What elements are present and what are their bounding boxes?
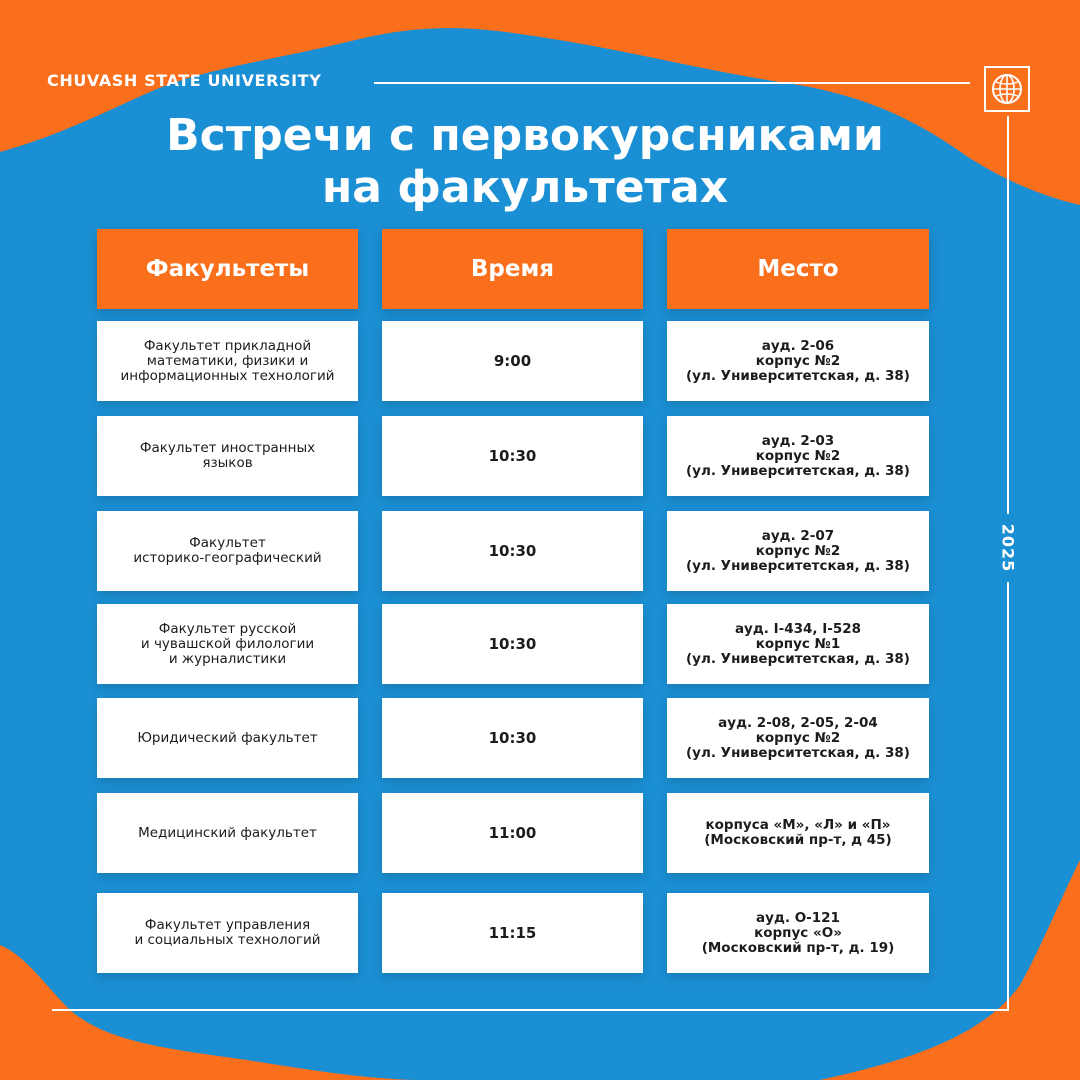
column-header-faculty: Факультеты: [97, 229, 358, 309]
faculty-cell: Медицинский факультет: [97, 793, 358, 873]
place-cell: ауд. 2-08, 2-05, 2-04 корпус №2 (ул. Университетская, д. 38): [667, 698, 929, 778]
faculty-cell: Факультет историко-географический: [97, 511, 358, 591]
frame-line-bottom: [52, 1009, 1009, 1011]
place-cell: ауд. I-434, I-528 корпус №1 (ул. Университетская, д. 38): [667, 604, 929, 684]
year-label: 2025: [998, 523, 1018, 573]
time-cell: 10:30: [382, 698, 643, 778]
faculty-cell: Факультет иностранных языков: [97, 416, 358, 496]
frame-line-right-lower: [1007, 582, 1009, 1010]
time-cell: 10:30: [382, 416, 643, 496]
university-logo: [984, 66, 1030, 112]
place-cell: корпуса «М», «Л» и «П» (Московский пр-т, д 45): [667, 793, 929, 873]
faculty-cell: Факультет русской и чувашской филологии и журналистики: [97, 604, 358, 684]
column-header-time: Время: [382, 229, 643, 309]
title-line-1: Встречи с первокурсниками: [166, 110, 884, 161]
time-cell: 11:15: [382, 893, 643, 973]
place-cell: ауд. О-121 корпус «О» (Московский пр-т, д. 19): [667, 893, 929, 973]
time-cell: 11:00: [382, 793, 643, 873]
faculty-cell: Факультет управления и социальных технологий: [97, 893, 358, 973]
time-cell: 10:30: [382, 511, 643, 591]
column-header-place: Место: [667, 229, 929, 309]
time-cell: 9:00: [382, 321, 643, 401]
place-cell: ауд. 2-07 корпус №2 (ул. Университетская, д. 38): [667, 511, 929, 591]
organization-name: CHUVASH STATE UNIVERSITY: [47, 71, 322, 90]
time-cell: 10:30: [382, 604, 643, 684]
place-cell: ауд. 2-03 корпус №2 (ул. Университетская, д. 38): [667, 416, 929, 496]
faculty-cell: Юридический факультет: [97, 698, 358, 778]
header-divider: [374, 82, 970, 84]
title-line-2: на факультетах: [321, 162, 729, 213]
place-cell: ауд. 2-06 корпус №2 (ул. Университетская, д. 38): [667, 321, 929, 401]
faculty-cell: Факультет прикладной математики, физики и информационных технологий: [97, 321, 358, 401]
page-title: [0, 110, 1050, 214]
globe-icon: [990, 72, 1024, 106]
